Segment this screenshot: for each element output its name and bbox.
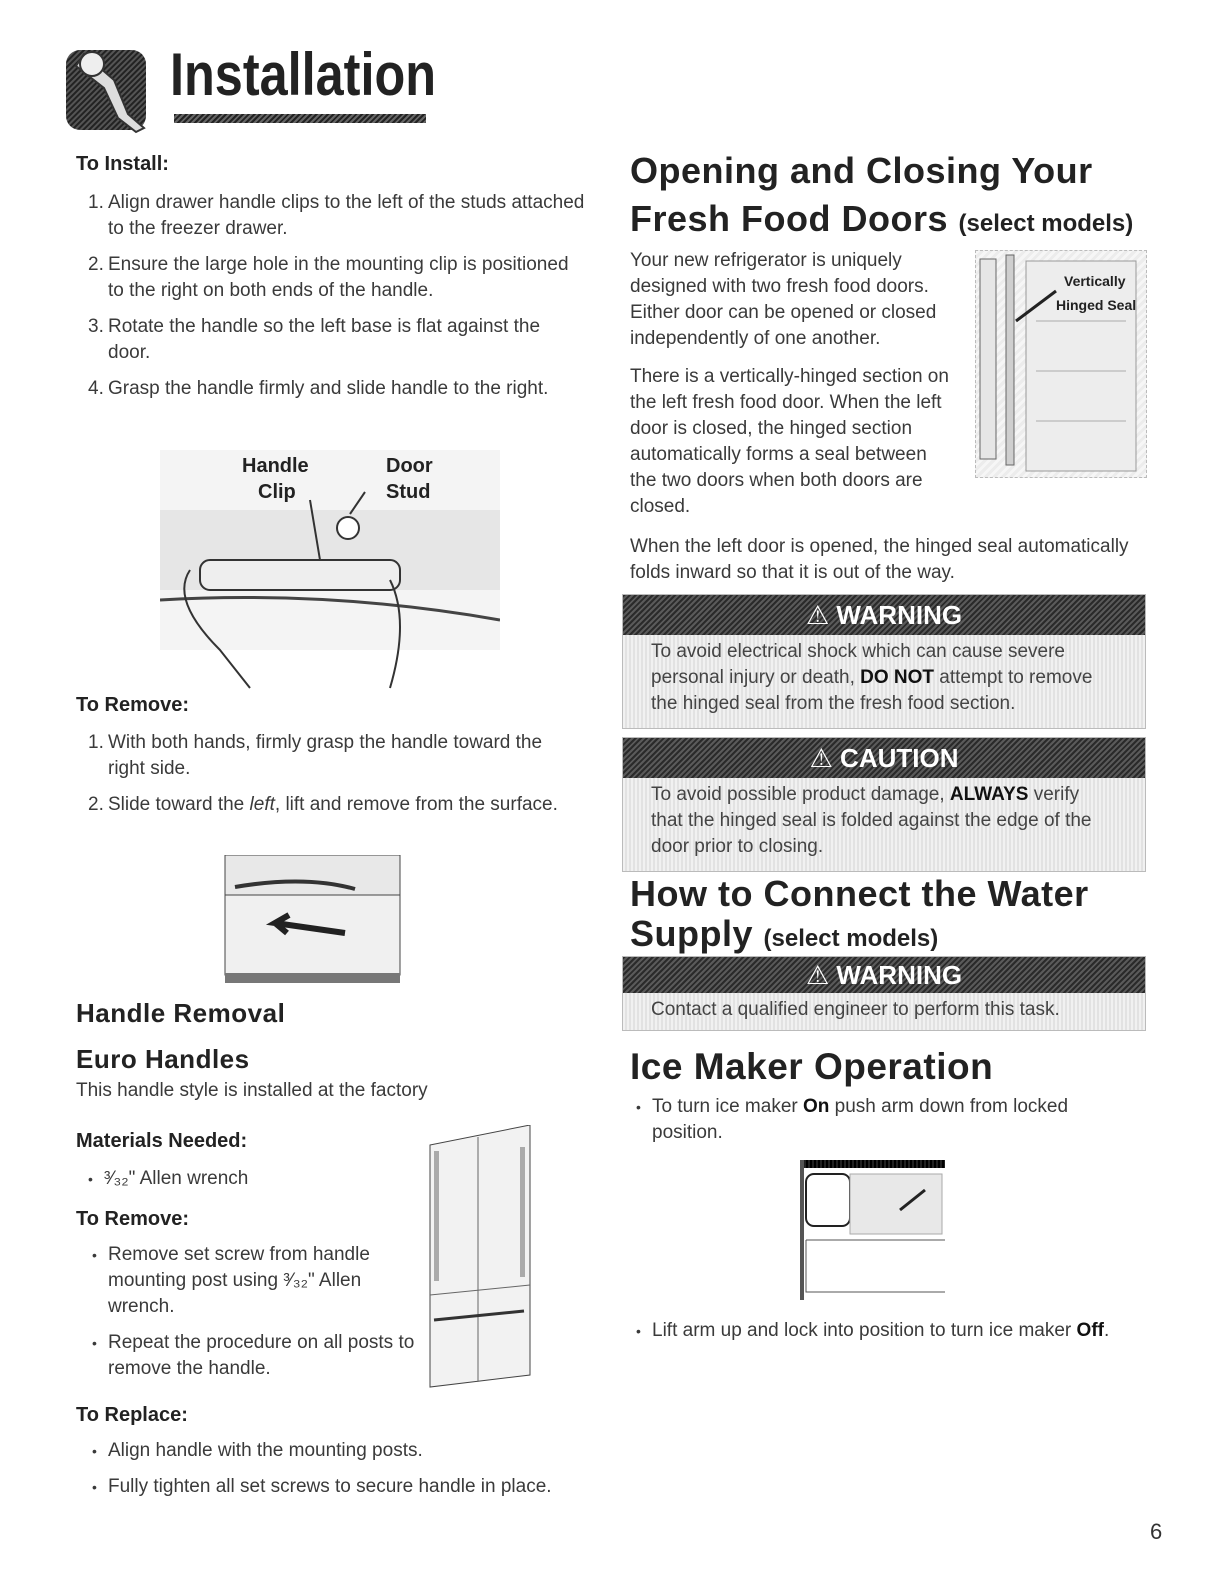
replace-heading: To Replace:	[76, 1404, 188, 1426]
opening-heading-line1: Opening and Closing Your	[630, 150, 1093, 191]
to-install-heading: To Install:	[76, 153, 169, 175]
materials-list	[82, 1166, 382, 1202]
list-item: 2. Slide toward the left, lift and remove from the surface.	[88, 794, 558, 815]
list-item: • ³⁄₃₂" Allen wrench	[82, 1166, 382, 1192]
ice-maker-heading: Ice Maker Operation	[630, 1046, 994, 1087]
label-handle: Handle	[242, 455, 309, 477]
label-stud: Stud	[386, 481, 431, 503]
list-item: 2. Ensure the large hole in the mounting clip is positioned to the right on both ends of the handle.	[88, 254, 569, 301]
to-remove-heading: To Remove:	[76, 694, 189, 716]
list-item: • Align handle with the mounting posts.	[86, 1438, 556, 1464]
warning-box-electrical	[622, 594, 1146, 729]
euro-handles-heading: Euro Handles	[76, 1044, 250, 1074]
ice-maker-list-2	[630, 1318, 1130, 1354]
caution-box	[622, 737, 1146, 872]
warning-title: ⚠ WARNING	[623, 595, 1145, 635]
ice-maker-illustration	[800, 1160, 945, 1300]
warning-text: To avoid electrical shock which can cause severe personal injury or death, DO NOT attempt to remove the hinged seal from the fresh food section.	[651, 641, 1093, 714]
water-heading-line1: How to Connect the Water	[630, 873, 1089, 914]
list-item: • To turn ice maker On push arm down from locked position.	[630, 1094, 1130, 1146]
water-heading-line2: Supply (select models)	[630, 913, 939, 954]
ice-maker-list-1	[630, 1094, 1130, 1156]
handle-clip-illustration	[160, 450, 500, 690]
caution-text: To avoid possible product damage, ALWAYS verify that the hinged seal is folded against the edge of the door prior to closing.	[651, 784, 1092, 857]
list-item: 1. Align drawer handle clips to the left of the studs attached to the freezer drawer.	[88, 192, 585, 239]
replace-list	[86, 1438, 556, 1510]
list-item: • Lift arm up and lock into position to turn ice maker Off.	[630, 1318, 1130, 1344]
list-item: • Fully tighten all set screws to secure handle in place.	[86, 1474, 556, 1500]
warning-text: Contact a qualified engineer to perform this task.	[651, 999, 1060, 1020]
label-door: Door	[386, 455, 433, 477]
caution-title: ⚠ CAUTION	[623, 738, 1145, 778]
figure-label-vertically: Vertically	[1064, 273, 1126, 289]
euro-intro: This handle style is installed at the factory	[76, 1080, 428, 1101]
opening-heading-line2: Fresh Food Doors (select models)	[630, 198, 1134, 239]
remove-steps	[76, 730, 576, 828]
list-item: 1. With both hands, firmly grasp the handle toward the right side.	[88, 732, 543, 779]
drawer-illustration	[215, 855, 410, 985]
euro-remove-heading: To Remove:	[76, 1208, 189, 1230]
materials-heading: Materials Needed:	[76, 1130, 248, 1152]
euro-remove-list	[86, 1242, 426, 1392]
figure-label-hinged-seal: Hinged Seal	[1056, 297, 1137, 313]
label-clip: Clip	[258, 481, 296, 503]
list-item: • Repeat the procedure on all posts to remove the handle.	[86, 1330, 426, 1382]
warning-box-water	[622, 956, 1146, 1031]
header-icon	[66, 44, 156, 134]
refrigerator-illustration	[420, 1125, 540, 1390]
opening-para2: There is a vertically-hinged section on the left fresh food door. When the left door is closed, the hinged section automatically forms a seal between the two doors when both doors are closed.	[630, 366, 949, 517]
title-underline	[174, 114, 426, 123]
page-title: Installation	[170, 41, 437, 108]
list-item: 3. Rotate the handle so the left base is flat against the door.	[88, 316, 541, 363]
opening-para1: Your new refrigerator is uniquely designed with two fresh food doors. Either door can be opened or closed independently of one another.	[630, 250, 937, 349]
warning-title: ⚠ WARNING	[623, 957, 1145, 993]
list-item: • Remove set screw from handle mounting post using ³⁄₃₂" Allen wrench.	[86, 1242, 426, 1320]
page-number: 6	[1150, 1519, 1163, 1544]
handle-removal-heading: Handle Removal	[76, 998, 286, 1028]
install-steps	[76, 190, 586, 412]
list-item: 4. Grasp the handle firmly and slide handle to the right.	[88, 378, 549, 399]
opening-para3: When the left door is opened, the hinged seal automatically folds inward so that it is out of the way.	[630, 536, 1129, 583]
